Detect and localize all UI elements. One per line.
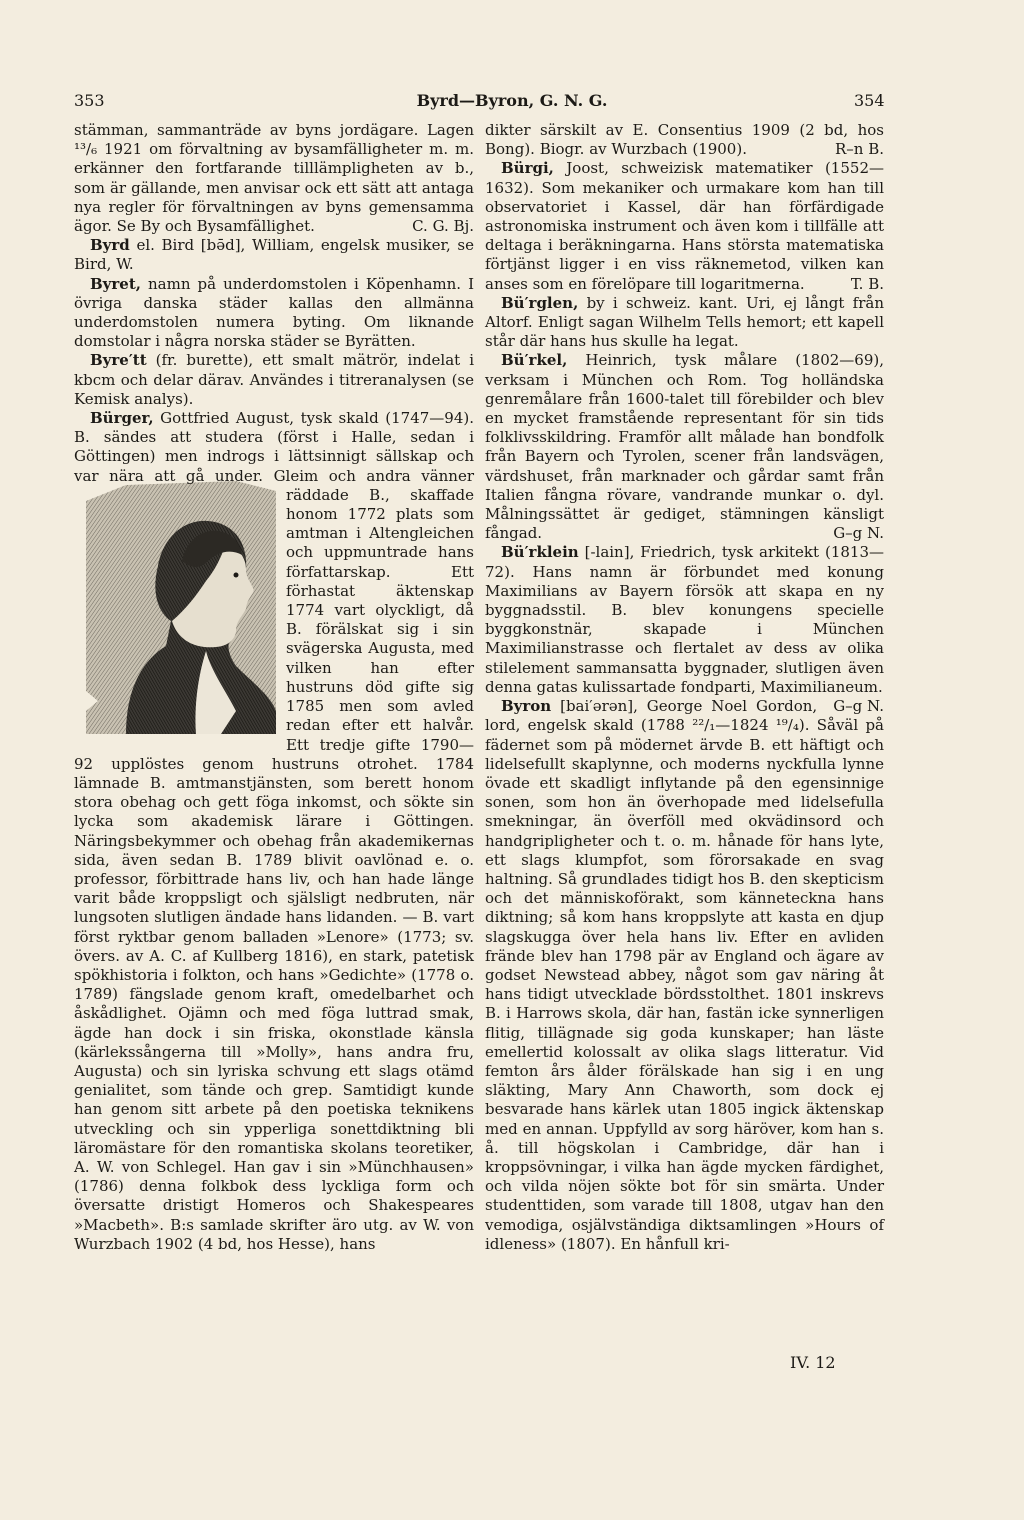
entry-text: [bai′ərən], George Noel Gordon, lord, engelsk skald (1788 ²²/₁—1824 ¹⁹/₄). Såväl på fädernet som på mödernet ärvde B. ett häftigt och lidelsefullt skaplynne, och moderns nyckfulla lynne övade ett skadligt inflytande på den egensinnige sonen, som hon än överhopade med lidelsefulla smekningar, än överföll med okvädinsord och handgripligheter och t. o. m. hånade för hans lyte, ett slags klumpfot, som förorsakade en svag haltning. Så grundlades tidigt hos B. den skepticism och det människoförakt, som känneteckna hans diktning; så kom hans kroppslyte att kasta en djup slagskugga över hela hans liv. Efter en avliden frände blev han 1798 pär av England och ägare av godset Newstead abbey, något som gav näring åt hans tidigt utvecklade bördsstolthet. 1801 inskrevs B. i Harrows skola, där han, fastän icke synnerligen flitig, tillägnade sig goda kunskaper; han läste emellertid kolossalt av olika slags litteratur. Vid femton års ålder förälskade han sig i en ung släkting, Mary Ann Chaworth, som dock ej besvarade hans kärlek utan 1805 ingick äktenskap med en annan. Uppfylld av sorg häröver, kom han s. å. till högskolan i Cambridge, där han i kroppsövningar, i vilka han ägde mycken färdighet, och vilda nöjen sökte bot för sin smärta. Under studenttiden, som varade till 1808, utgav han den vemodiga, osjälvständiga diktsamlingen »Hours of idleness» (1807). En hånfull kri- <box>485 697 884 1253</box>
entry-text: Heinrich, tysk målare (1802—69), verksam i München och Rom. Tog holländska genremålare från 1600-talet till förebilder och blev en mycket framstående representant för sin tids folklivsskildring. Framför allt målade han bondfolk från Bayern och Tyrolen, scener från landsvägen, värdshuset, från marknader och gårdar samt från Italien fångna rövare, vandrande munkar o. dyl. Målningssättet är gediget, stämningen känsligt fångad. <box>485 351 884 543</box>
entry-text: [-lain], Friedrich, tysk arkitekt (1813—72). Hans namn är förbundet med konung Maximilians av Bayern försök att skapa en ny byggnadsstil. B. blev konungens specielle byggkonstnär, skapade i München Maximilianstrasse och flertalet av dess av olika stilelement sammansatta byggnader, slutligen även denna gatas kulissartade fondparti, Maximilianeum. <box>485 543 884 696</box>
entry-text: stämman, sammanträde av byns jordägare. Lagen ¹³/₆ 1921 om förvaltning av bysamfälligheter m. m. erkänner den fortfarande tilllämpligheten av b., som är gällande, men anvisar ock ett sätt att antaga nya regler för förvaltningen av byns gemensamma ägor. Se By och Bysamfällighet. <box>74 121 474 236</box>
entry-byret <box>74 275 474 352</box>
entry-burkel <box>485 351 884 543</box>
entry-text-continued: Gleim och andra vänner räddade B., skaffade honom 1772 plats som amtman i Altengleichen och uppmuntrade hans författarskap. Ett förhastat äktenskap 1774 vart olyckligt, då B. förälskat sig i sin svägerska Augusta, med vilken han efter hustruns död gifte sig 1785 men som avled redan efter ett halvår. Ett tredje gifte 1790—92 upplöstes genom hustruns otrohet. 1784 lämnade B. amtmanstjänsten, som berett honom stora obehag och gett föga inkomst, och sökte sin lycka som akademisk lärare i Göttingen. Näringsbekymmer och obehag från akademikernas sida, även sedan B. 1789 blivit oavlönad e. o. professor, förbittrade hans liv, och han hade länge varit både kroppsligt och själsligt nedbruten, när lungsoten slutligen ändade hans lidanden. — B. vart först ryktbar genom balladen »Lenore» (1773; sv. övers. av A. C. af Kullberg 1816), en stark, patetisk spökhistoria i folkton, och hans »Gedichte» (1778 o. 1789) fängslade genom kraft, omedelbarhet och åskådlighet. Ojämn och med föga luttrad smak, ägde han dock i sin friska, okonstlade känsla (kärlekssångerna till »Molly», hans andra fru, Augusta) och sin lyriska schvung ett slags otämd genialitet, som tände och grep. Samtidigt kunde han genom sitt arbete på den poetiska teknikens utveckling och sin ypperliga sonettdiktning bli läromästare för den romantiska skolans teoretiker, A. W. von Schlegel. Han gav i sin »Münchhausen» (1786) denna folkbok dess lyckliga form och översatte dristigt Homeros och Shakespeares »Macbeth». B:s samlade skrifter äro utg. av W. von Wurzbach 1902 (4 bd, hos Hesse), hans <box>74 466 475 1253</box>
entry-text: by i schweiz. kant. Uri, ej långt från Altorf. Enligt sagan Wilhelm Tells hemort; ett kapell står där hans hus skulle ha legat. <box>485 293 884 351</box>
entry-text: namn på underdomstolen i Köpenhamn. I övriga danska städer kallas den allmänna underdomstolen numera byting. Om liknande domstolar i några norska städer se Byrätten. <box>74 274 474 351</box>
entry-burgi <box>485 159 884 293</box>
headword: Byron <box>501 697 552 716</box>
entry-text: dikter särskilt av E. Consentius 1909 (2 bd, hos Bong). Biogr. av Wurzbach (1900). <box>485 121 884 159</box>
running-title: Byrd—Byron, G. N. G. <box>416 91 608 110</box>
page-number-left: 353 <box>74 91 105 110</box>
entry-bystamma-continued <box>74 121 474 236</box>
sheet-signature: IV. 12 <box>790 1353 836 1372</box>
entry-text-intro: Gottfried August, tysk skald (1747—94). B. sändes att studera (först i Halle, sedan i Göttingen) men indrogs i lättsinnigt sällskap och var nära att gå under. <box>74 409 474 485</box>
entry-burger <box>74 409 474 1254</box>
headword: Byret, <box>90 274 141 293</box>
author-signature: R–n B. <box>834 140 884 159</box>
author-signature: G–g N. <box>833 697 884 716</box>
entry-burger-continued <box>485 121 884 159</box>
author-signature: C. G. Bj. <box>412 217 474 236</box>
headword: Bü′rkel, <box>501 351 568 370</box>
entry-byron <box>485 697 884 1254</box>
author-signature: T. B. <box>850 274 884 293</box>
headword: Bürgi, <box>501 159 554 178</box>
right-column <box>485 121 884 1254</box>
headword: Bü′rklein <box>501 543 579 562</box>
left-column <box>74 121 474 1254</box>
author-signature: G–g N. <box>833 524 884 543</box>
headword: Byre′tt <box>90 351 147 370</box>
entry-byrd <box>74 236 474 274</box>
headword: Bü′rglen, <box>501 293 579 312</box>
headword: Bürger, <box>90 409 154 428</box>
entry-text: el. Bird [bə̄d], William, engelsk musiker, se Bird, W. <box>74 236 474 274</box>
entry-text: Joost, schweizisk matematiker (1552—1632). Som mekaniker och urmakare kom han till observatoriet i Kassel, där han förfärdigade astronomiska instrument och även kom i tillfälle att deltaga i beräkningarna. Hans största matematiska förtjänst ligger i en viss räknemetod, vilken kan anses som en förelöpare till logaritmerna. <box>485 159 884 293</box>
entry-burglen <box>485 294 884 352</box>
entry-text: (fr. burette), ett smalt mätrör, indelat i kbcm och delar därav. Användes i titreranalysen (se Kemisk analys). <box>74 351 474 408</box>
page-number-right: 354 <box>854 91 885 110</box>
portrait-burger-image <box>86 471 276 734</box>
entry-byrett <box>74 351 474 409</box>
headword: Byrd <box>90 236 130 255</box>
